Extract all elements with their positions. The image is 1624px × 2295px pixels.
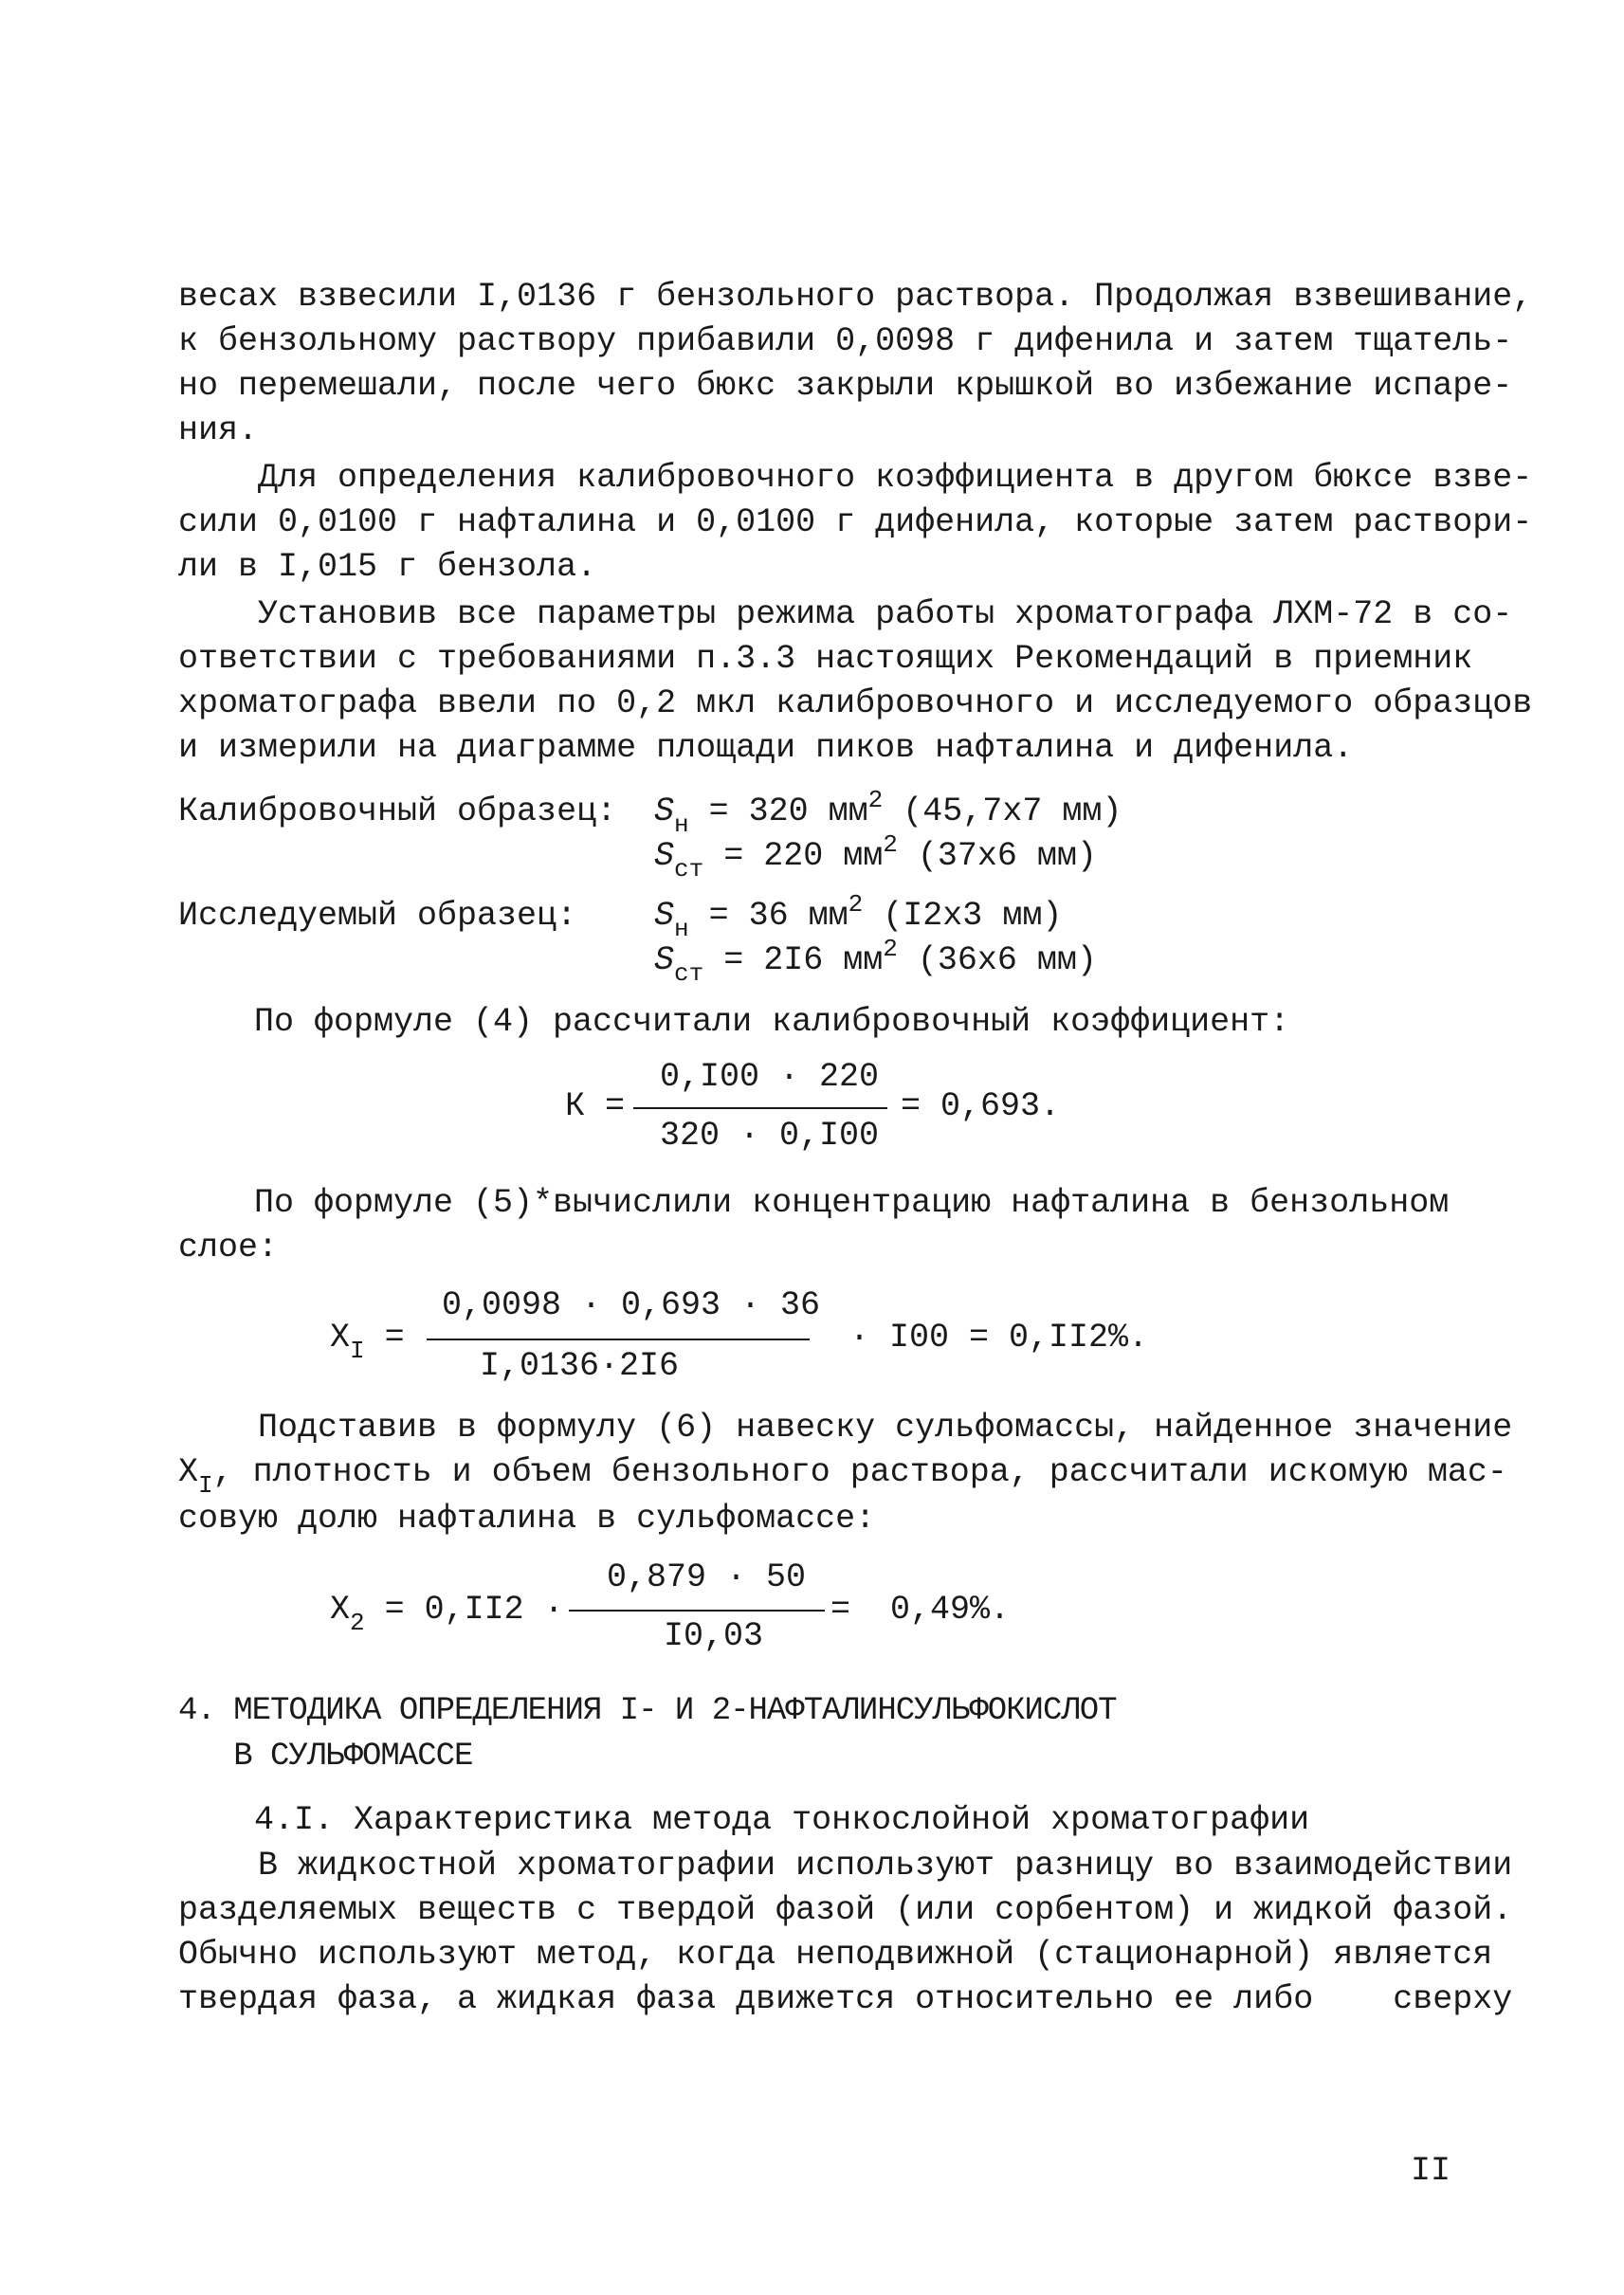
calibration-area-naphthalene: $S_н = 320$ $мм^2$ (45,7х7 мм)	[654, 786, 1122, 839]
formula-result: = 0,693.	[901, 1087, 1061, 1125]
formula-denominator: I,0136·2I6	[480, 1347, 680, 1385]
test-sample-label: Исследуемый образец:	[178, 897, 577, 935]
formula-result: · I00 = 0,II2%.	[849, 1319, 1149, 1357]
text-line: Подставив в формулу (6) навеску сульфомассы, найденное значение	[178, 1409, 1513, 1447]
text-line: Обычно используют метод, когда неподвижной (стационарной) является	[178, 1936, 1493, 1974]
paragraph-calibration-coefficient	[178, 456, 1533, 590]
formula-4-intro: По формуле (4) рассчитали калибровочный коэффициент:	[254, 1003, 1290, 1041]
text-line: совую долю нафталина в сульфомассе:	[178, 1500, 876, 1538]
text-line: ния.	[178, 411, 259, 449]
text-line: к бензольному раствору прибавили 0,0098 г дифенила и затем тщатель-	[178, 322, 1513, 360]
text-line: ответствии с требованиями п.3.3 настоящих Рекомендаций в приемник	[178, 640, 1473, 678]
test-area-naphthalene: $S_н = 36$ $мм^2$ (I2х3 мм)	[654, 890, 1063, 943]
text-line: Для определения калибровочного коэффициента в другом бюксе взве-	[178, 459, 1533, 497]
formula-lhs: $Х_I$ =	[330, 1319, 405, 1365]
formula-denominator: I0,03	[664, 1617, 764, 1655]
page-number: II	[1411, 2152, 1451, 2190]
text-line: хроматографа ввели по 0,2 мкл калибровочного и исследуемого образцов	[178, 684, 1533, 722]
calibration-area-standard: $S_{ст} = 220$ $мм^2$ (37х6 мм)	[654, 830, 1097, 883]
formula-lhs: $Х_2 = 0,II2$ ·	[330, 1591, 564, 1637]
text-line: слое:	[178, 1229, 279, 1266]
formula-numerator: 0,0098 · 0,693 · 36	[442, 1286, 821, 1324]
paragraph-weighing	[178, 275, 1533, 453]
text-line: $Х_I$, плотность и объем бензольного раствора, рассчитали искомую мас-	[178, 1453, 1507, 1500]
text-line: По формуле (5)*вычислили концентрацию нафталина в бензольном	[254, 1184, 1450, 1222]
paragraph-chromatograph-setup	[178, 592, 1533, 771]
text-line: В жидкостной хроматографии используют разницу во взаимодействии	[178, 1847, 1513, 1885]
formula-result: = 0,49%.	[830, 1591, 1011, 1629]
text-line: сили 0,0100 г нафталина и 0,0100 г дифенила, которые затем раствори-	[178, 503, 1533, 541]
formula-denominator: 320 · 0,I00	[660, 1117, 880, 1155]
text-line: разделяемых веществ с твердой фазой (или сорбентом) и жидкой фазой.	[178, 1891, 1513, 1929]
fraction-bar	[633, 1107, 887, 1109]
paragraph-substitution	[178, 1406, 1513, 1541]
text-line: но перемешали, после чего бюкс закрыли крышкой во избежание испаре-	[178, 367, 1513, 405]
fraction-bar	[569, 1610, 825, 1612]
formula-numerator: 0,I00 · 220	[660, 1058, 880, 1096]
formula-lhs: К =	[565, 1087, 626, 1125]
formula-numerator: 0,879 · 50	[607, 1558, 807, 1596]
section-heading-4: 4. МЕТОДИКА ОПРЕДЕЛЕНИЯ I- И 2-НАФТАЛИНСУЛЬФОКИСЛОТ	[178, 1693, 1117, 1729]
calibration-sample-label: Калибровочный образец:	[178, 792, 617, 830]
subsection-heading-4-1: 4.I. Характеристика метода тонкослойной хроматографии	[254, 1801, 1310, 1839]
test-area-standard: $S_{ст} = 2I6$ $мм^2$ (36х6 мм)	[654, 935, 1097, 988]
formula-5-intro	[178, 1181, 1453, 1270]
text-line: ли в I,015 г бензола.	[178, 548, 597, 586]
text-line: твердая фаза, а жидкая фаза движется относительно ее либо сверху	[178, 1980, 1513, 2018]
text-line: и измерили на диаграмме площади пиков нафталина и дифенила.	[178, 729, 1354, 767]
text-line: Установив все параметры режима работы хроматографа ЛХМ-72 в со-	[178, 595, 1513, 633]
fraction-bar	[427, 1339, 810, 1340]
section-heading-4-continued: В СУЛЬФОМАССЕ	[178, 1739, 473, 1775]
text-line: весах взвесили I,0136 г бензольного раствора. Продолжая взвешивание,	[178, 278, 1533, 316]
paragraph-liquid-chromatography	[178, 1844, 1513, 2022]
